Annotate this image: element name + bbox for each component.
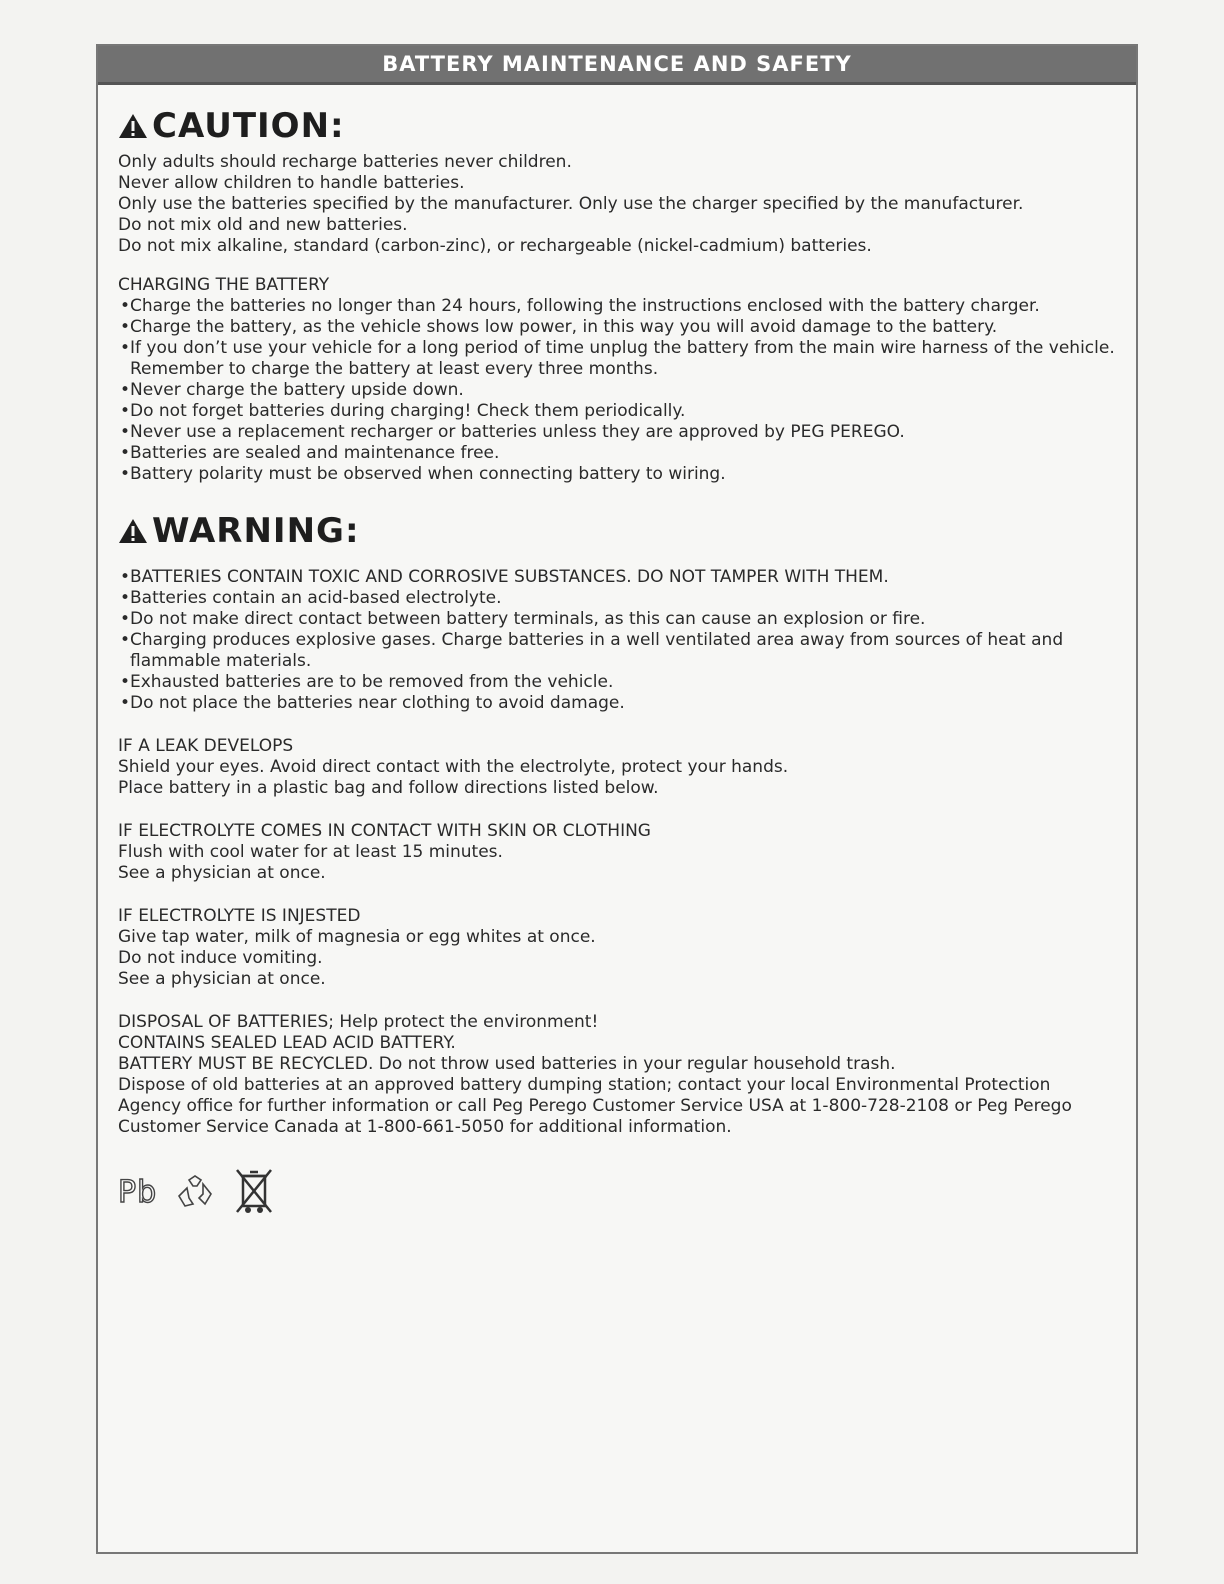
disposal-icons (118, 1166, 1116, 1218)
list-item: • Charging produces explosive gases. Charge batteries in a well ventilated area away from sources of heat and flammable materials. (118, 630, 1116, 672)
disposal-line: DISPOSAL OF BATTERIES; Help protect the environment! (118, 1012, 599, 1032)
caution-heading: CAUTION: (118, 106, 1116, 146)
content (118, 106, 1116, 1218)
warning-list (118, 567, 1116, 714)
list-item: • Exhausted batteries are to be removed from the vehicle. (118, 672, 1116, 693)
charging-list (118, 296, 1116, 485)
caution-line: Do not mix alkaline, standard (carbon-zinc), or rechargeable (nickel-cadmium) batteries. (118, 236, 872, 256)
caution-line: Do not mix old and new batteries. (118, 215, 408, 235)
list-item: • Batteries are sealed and maintenance free. (118, 443, 1116, 464)
caution-line: Only use the batteries specified by the manufacturer. Only use the charger specified by the manufacturer. (118, 194, 1024, 214)
charging-section (118, 275, 1116, 485)
page-frame (96, 44, 1138, 1554)
ingested-line: See a physician at once. (118, 969, 326, 989)
list-item: • Charge the batteries no longer than 24 hours, following the instructions enclosed with the battery charger. (118, 296, 1116, 317)
ingested-title: IF ELECTROLYTE IS INJESTED (118, 906, 361, 926)
section-header (98, 46, 1136, 85)
disposal-section (118, 1012, 1116, 1138)
section-title: BATTERY MAINTENANCE AND SAFETY (382, 52, 852, 76)
list-item: • Battery polarity must be observed when connecting battery to wiring. (118, 464, 1116, 485)
list-item: • Batteries contain an acid-based electrolyte. (118, 588, 1116, 609)
skin-section (118, 821, 1116, 884)
warning-heading: WARNING: (118, 511, 1116, 551)
ingested-line: Do not induce vomiting. (118, 948, 323, 968)
list-item: • Do not place the batteries near clothing to avoid damage. (118, 693, 1116, 714)
disposal-line: Dispose of old batteries at an approved battery dumping station; contact your local Environmental Protection Agency office for further information or call Peg Perego Customer Service USA at 1-800-728-2108 or Peg Perego Customer Service Canada at 1-800-661-5050 for additional information. (118, 1075, 1072, 1137)
warning-triangle-icon (118, 518, 148, 544)
skin-line: See a physician at once. (118, 863, 326, 883)
recycle-icon (175, 1174, 215, 1210)
list-item: • Do not forget batteries during charging! Check them periodically. (118, 401, 1116, 422)
skin-title: IF ELECTROLYTE COMES IN CONTACT WITH SKIN OR CLOTHING (118, 821, 651, 841)
list-item: • Charge the battery, as the vehicle shows low power, in this way you will avoid damage to the battery. (118, 317, 1116, 338)
list-item: • Do not make direct contact between battery terminals, as this can cause an explosion or fire. (118, 609, 1116, 630)
caution-lines (118, 152, 1116, 257)
disposal-line: BATTERY MUST BE RECYCLED. Do not throw used batteries in your regular household trash. (118, 1054, 896, 1074)
caution-line: Only adults should recharge batteries never children. (118, 152, 572, 172)
warning-triangle-icon (118, 113, 148, 139)
charging-title: CHARGING THE BATTERY (118, 275, 330, 295)
disposal-line: CONTAINS SEALED LEAD ACID BATTERY. (118, 1033, 456, 1053)
crossed-out-bin-icon (233, 1166, 275, 1218)
list-item: • BATTERIES CONTAIN TOXIC AND CORROSIVE SUBSTANCES. DO NOT TAMPER WITH THEM. (118, 567, 1116, 588)
list-item: • Never use a replacement recharger or batteries unless they are approved by PEG PEREGO. (118, 422, 1116, 443)
leak-line: Place battery in a plastic bag and follow directions listed below. (118, 778, 659, 798)
list-item: • Never charge the battery upside down. (118, 380, 1116, 401)
caution-line: Never allow children to handle batteries. (118, 173, 465, 193)
leak-title: IF A LEAK DEVELOPS (118, 736, 294, 756)
skin-line: Flush with cool water for at least 15 minutes. (118, 842, 503, 862)
list-item: • If you don’t use your vehicle for a long period of time unplug the battery from the main wire harness of the vehicle. Remember to charge the battery at least every three months. (118, 338, 1116, 380)
ingested-section (118, 906, 1116, 990)
ingested-line: Give tap water, milk of magnesia or egg whites at once. (118, 927, 596, 947)
pb-lead-icon: Pb (118, 1174, 158, 1210)
leak-section (118, 736, 1116, 799)
leak-line: Shield your eyes. Avoid direct contact with the electrolyte, protect your hands. (118, 757, 789, 777)
